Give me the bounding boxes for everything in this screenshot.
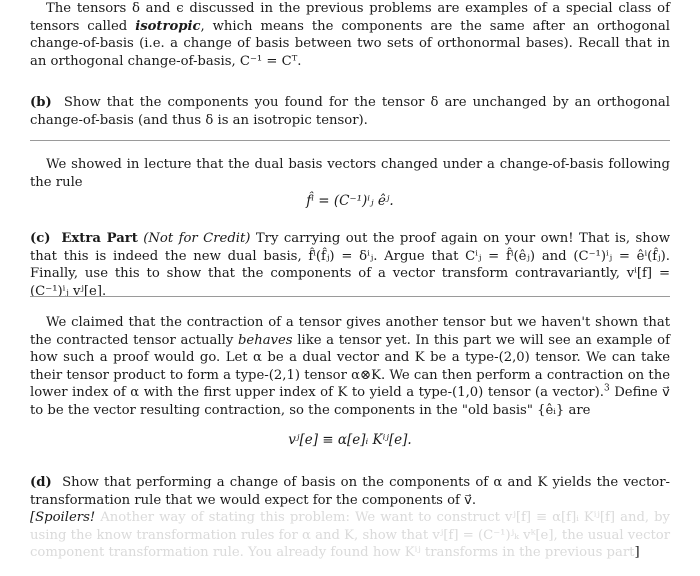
- extra-part-label: Extra Part: [61, 231, 138, 246]
- contraction-text-1: We claimed that the contraction of a tensor gives another tensor but we haven't shown that the contracted tensor actually: [30, 315, 670, 348]
- isotropic-term: isotropic: [135, 18, 201, 34]
- spoiler-hidden-text[interactable]: Another way of stating this problem: We want to construct vʲ[f] ≡ α[f]ᵢ Kⁱʲ[f] and, by using the know transformation rules for α and K, show that vʲ[f] = (C⁻¹)ʲₖ vᵏ[e], the usual vector component transformation rule. You already found how Kⁱʲ transforms in the previous part: [30, 510, 671, 561]
- spoiler-close-bracket: ]: [634, 545, 640, 561]
- behaves-term: behaves: [237, 332, 293, 348]
- dual-basis-text: We showed in lecture that the dual basis vectors changed under a change-of-basis following the rule: [30, 157, 670, 190]
- spoilers-label: [Spoilers!: [30, 510, 96, 526]
- part-b-text: Show that the components you found for the tensor δ are unchanged by an orthogonal change-of-basis (and thus δ is an isotropic tensor).: [30, 95, 670, 128]
- contraction-equation: vʲ[e] ≡ α[e]ᵢ Kⁱʲ[e].: [288, 432, 412, 448]
- part-c-text: Try carrying out the proof again on your own! That is, show that this is indeed the new dual basis, f̂ⁱ(f̂ⱼ) = δⁱⱼ. Argue that Cⁱⱼ = f̂ⁱ(êⱼ) and (C⁻¹)ⁱⱼ = êⁱ(f̂ⱼ). Finally, use this to show that the components of a vector transform contravariantly, vⁱ[f] = (C⁻¹)ⁱⱼ vʲ[e].: [30, 231, 670, 299]
- part-d: [30, 474, 670, 562]
- section-divider-2: [30, 296, 670, 297]
- part-d-text: Show that performing a change of basis on the components of α and K yields the vector-transformation rule that we would expect for the components of v⃗.: [30, 475, 670, 508]
- section-divider-1: [30, 140, 670, 141]
- part-c: [30, 230, 670, 300]
- part-b-label: (b): [30, 95, 52, 110]
- part-c-label: (c): [30, 231, 51, 246]
- contraction-text-2: like a tensor yet. In this part we will see an example of how such a proof would go. Let α be a dual vector and K be a type-(2,0) tensor. We can take their tensor product to form a type-(2,1) tensor α⊗K. We can then perform a contraction on the lower index of α with the first upper index of K to yield a type-(1,0) tensor (a vector).: [30, 332, 670, 401]
- contraction-text-3: Define v⃗ to be the vector resulting contraction, so the components in the "old basis" {êᵢ} are: [30, 385, 670, 418]
- part-b: [30, 94, 670, 129]
- footnote-marker: 3: [603, 383, 610, 394]
- dual-basis-paragraph: [30, 156, 670, 191]
- part-d-label: (d): [30, 475, 52, 490]
- intro-text-2: , which means the components are the same after an orthogonal change-of-basis (i.e. a change of basis between two sets of orthonormal bases). Recall that in an orthogonal change-of-basis, C⁻¹ = Cᵀ.: [30, 18, 670, 69]
- dual-basis-equation: f̂ⁱ = (C⁻¹)ⁱⱼ êʲ.: [306, 193, 394, 209]
- contraction-paragraph: [30, 314, 670, 420]
- not-for-credit-note: (Not for Credit): [143, 231, 251, 246]
- intro-paragraph: [30, 0, 670, 70]
- intro-text-1: The tensors δ and ϵ discussed in the previous problems are examples of a special class of tensors called: [30, 1, 670, 34]
